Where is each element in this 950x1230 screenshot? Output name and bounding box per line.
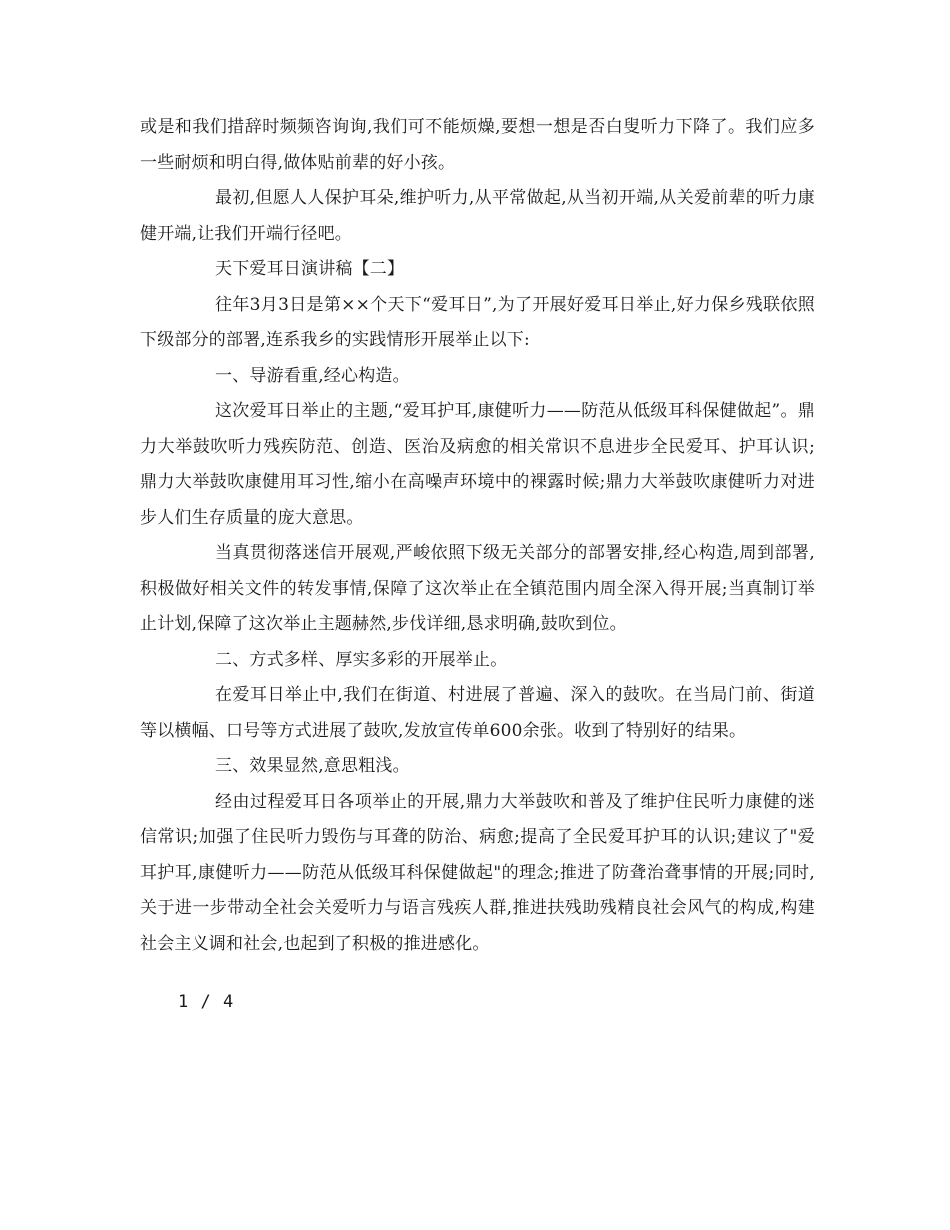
- paragraph: 这次爱耳日举止的主题,“爱耳护耳,康健听力——防范从低级耳科保健做起”。鼎力大举鼓吹听力残疾防范、创造、医治及病愈的相关常识不息进步全民爱耳、护耳认识;鼎力大举鼓吹康健用耳习性,缩小在高噪声环境中的裸露时候;鼎力大举鼓吹康健听力对进步人们生存质量的庞大意思。: [140, 401, 815, 528]
- paragraph: 在爱耳日举止中,我们在街道、村进展了普遍、深入的鼓吹。在当局门前、街道等以横幅、口号等方式进展了鼓吹,发放宣传单600余张。收到了特别好的结果。: [140, 685, 815, 741]
- paragraph: 经由过程爱耳日各项举止的开展,鼎力大举鼓吹和普及了维护住民听力康健的迷信常识;加强了住民听力毁伤与耳聋的防治、病愈;提高了全民爱耳护耳的认识;建议了"爱耳护耳,康健听力——防范从低级耳科保健做起"的理念;推进了防聋治聋事情的开展;同时,关于进一步带动全社会关爱听力与语言残疾人群,推进扶残助残精良社会风气的构成,构建社会主义调和社会,也起到了积极的推进感化。: [140, 791, 815, 954]
- paragraph: 当真贯彻落迷信开展观,严峻依照下级无关部分的部署安排,经心构造,周到部署,积极做好相关文件的转发事情,保障了这次举止在全镇范围内周全深入得开展;当真制订举止计划,保障了这次举止主题赫然,步伐详细,恳求明确,鼓吹到位。: [140, 543, 815, 634]
- section-heading: 天下爱耳日演讲稿【二】: [215, 259, 405, 279]
- section-heading: 一、导游看重,经心构造。: [215, 365, 410, 386]
- section-heading: 三、效果显然,意思粗浅。: [215, 756, 410, 776]
- paragraph: 或是和我们措辞时频频咨询询,我们可不能烦燥,要想一想是否白叟听力下降了。我们应多一些耐烦和明白得,做体贴前辈的好小孩。: [140, 117, 815, 173]
- paragraph: 最初,但愿人人保护耳朵,维护听力,从平常做起,从当初开端,从关爱前辈的听力康健开端,让我们开端行径吧。: [140, 188, 815, 244]
- section-heading: 二、方式多样、厚实多彩的开展举止。: [215, 649, 508, 670]
- paragraph: 往年3月3日是第××个天下“爱耳日”,为了开展好爱耳日举止,好力保乡残联依照下级部分的部署,连系我乡的实践情形开展举止以下:: [140, 294, 815, 350]
- page-number: 1 / 4: [178, 992, 235, 1012]
- document-body: [140, 110, 815, 962]
